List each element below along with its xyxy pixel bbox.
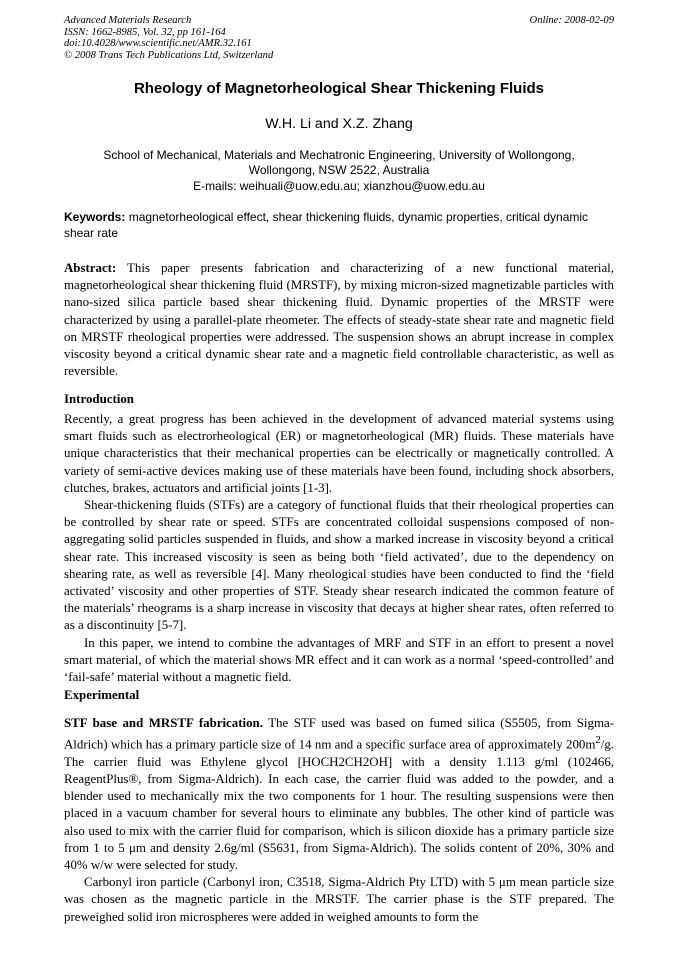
abstract-label: Abstract:: [64, 261, 117, 275]
intro-paragraph-3: In this paper, we intend to combine the advantages of MRF and STF in an effort to present a novel smart material, of which the material shows MR effect and it can work as a normal ‘speed-controlled’ and ‘fail-safe’ material without a magnetic field.: [64, 635, 614, 685]
experimental-section: [64, 715, 614, 926]
affiliation: [60, 148, 618, 194]
exp-paragraph-1-part-a: The STF used was based on fumed silica (S5505, from Sigma-Aldrich) which has a primary particle size of 14 nm and a specific surface area of approximately 200m: [64, 716, 615, 752]
paper-title: Rheology of Magnetorheological Shear Thickening Fluids: [133, 80, 545, 97]
journal-header: [64, 15, 444, 61]
online-date: [440, 15, 614, 27]
exp-paragraph-2: Carbonyl iron particle (Carbonyl iron, C3518, Sigma-Aldrich Pty LTD) with 5 μm mean particle size was chosen as the magnetic particle in the MRSTF. The carrier phase is the STF prepared. The preweighed solid iron microspheres were added in weighed amounts to form the: [64, 875, 614, 924]
superscript-2: 2: [595, 734, 601, 747]
introduction-heading: Introduction: [64, 392, 134, 406]
author-emails: E-mails: weihuali@uow.edu.au; xianzhou@uow.edu.au: [193, 178, 485, 193]
doi-line: doi:10.4028/www.scientific.net/AMR.32.161: [64, 38, 252, 50]
intro-paragraph-1: Recently, a great progress has been achieved in the development of advanced material systems using smart fluids such as electrorheological (ER) or magnetorheological (MR) fluids. These materials have unique characteristics that their mechanical properties can be electrically or magnetically controlled. A variety of semi-active devices making use of these materials have been found, including shock absorbers, clutches, brakes, actuators and artificial joints [1-3].: [64, 412, 614, 495]
experimental-heading: Experimental: [64, 688, 140, 702]
issn-line: ISSN: 1662-8985, Vol. 32, pp 161-164: [64, 26, 226, 38]
keywords-label: Keywords:: [64, 210, 126, 224]
paper-authors: W.H. Li and X.Z. Zhang: [265, 116, 413, 132]
abstract-text: This paper presents fabrication and characterizing of a new functional material, magnetorheological shear thickening fluid (MRSTF), by mixing micron-sized magnetizable particles with nano-sized silica particle based shear thickening fluid. Dynamic properties of the MRSTF were characterized by using a parallel-plate rheometer. The effects of steady-state shear rate and magnetic field on MRSTF rheological properties were addressed. The suspension shows an abrupt increase in complex viscosity beyond a critical dynamic shear rate and a magnetic field controllable characteristic, as well as reversible.: [64, 261, 614, 379]
keywords-text: magnetorheological effect, shear thickening fluids, dynamic properties, critical dynamic shear rate: [64, 210, 589, 240]
abstract: [64, 260, 614, 380]
affiliation-line-1: School of Mechanical, Materials and Mechatronic Engineering, University of Wollongong,: [103, 148, 575, 162]
exp-paragraph-1: [64, 715, 614, 874]
introduction-section: [64, 411, 614, 686]
copyright-line: © 2008 Trans Tech Publications Ltd, Switzerland: [64, 49, 274, 61]
journal-name: Advanced Materials Research: [64, 15, 192, 26]
exp-subheading-fabrication: STF base and MRSTF fabrication.: [64, 716, 263, 730]
keywords: [64, 210, 616, 241]
online-date-text: Online: 2008-02-09: [529, 15, 614, 26]
intro-paragraph-2: Shear-thickening fluids (STFs) are a category of functional fluids that their rheological properties can be controlled by shear rate or speed. STFs are concentrated colloidal suspensions composed of non-aggregating solid particles suspended in fluids, and show a marked increase in viscosity beyond a critical shear rate. This increased viscosity is seen as being both ‘field activated’, due to the dependency on shearing rate, as well as reversible [4]. Many rheological studies have been conducted to find the ‘field activated’ viscosity and other properties of STF. Steady shear research indicated the common feature of the materials’ rheograms is a sharp increase in viscosity that decays at higher shear rates, often referred to as a discontinuity [5-7].: [64, 498, 614, 633]
exp-paragraph-1-part-b: /g. The carrier fluid was Ethylene glycol [HOCH2CH2OH] with a density 1.113 g/ml (102466, ReagentPlus®, from Sigma-Aldrich). In each case, the carrier fluid was added to the powder, and a blender used to mechanically mix the two components for 1 hour. The resulting suspensions were then placed in a vacuum chamber for several hours to eliminate any bubbles. The other kind of particle was also used to mix with the carrier fluid for comparison, which is silicon dioxide has a primary particle size from 1 to 5 μm and density 2.6g/ml (S5631, from Sigma-Aldrich). The solids content of 20%, 30% and 40% w/w were selected for study.: [64, 737, 614, 872]
affiliation-line-2: Wollongong, NSW 2522, Australia: [248, 163, 430, 178]
